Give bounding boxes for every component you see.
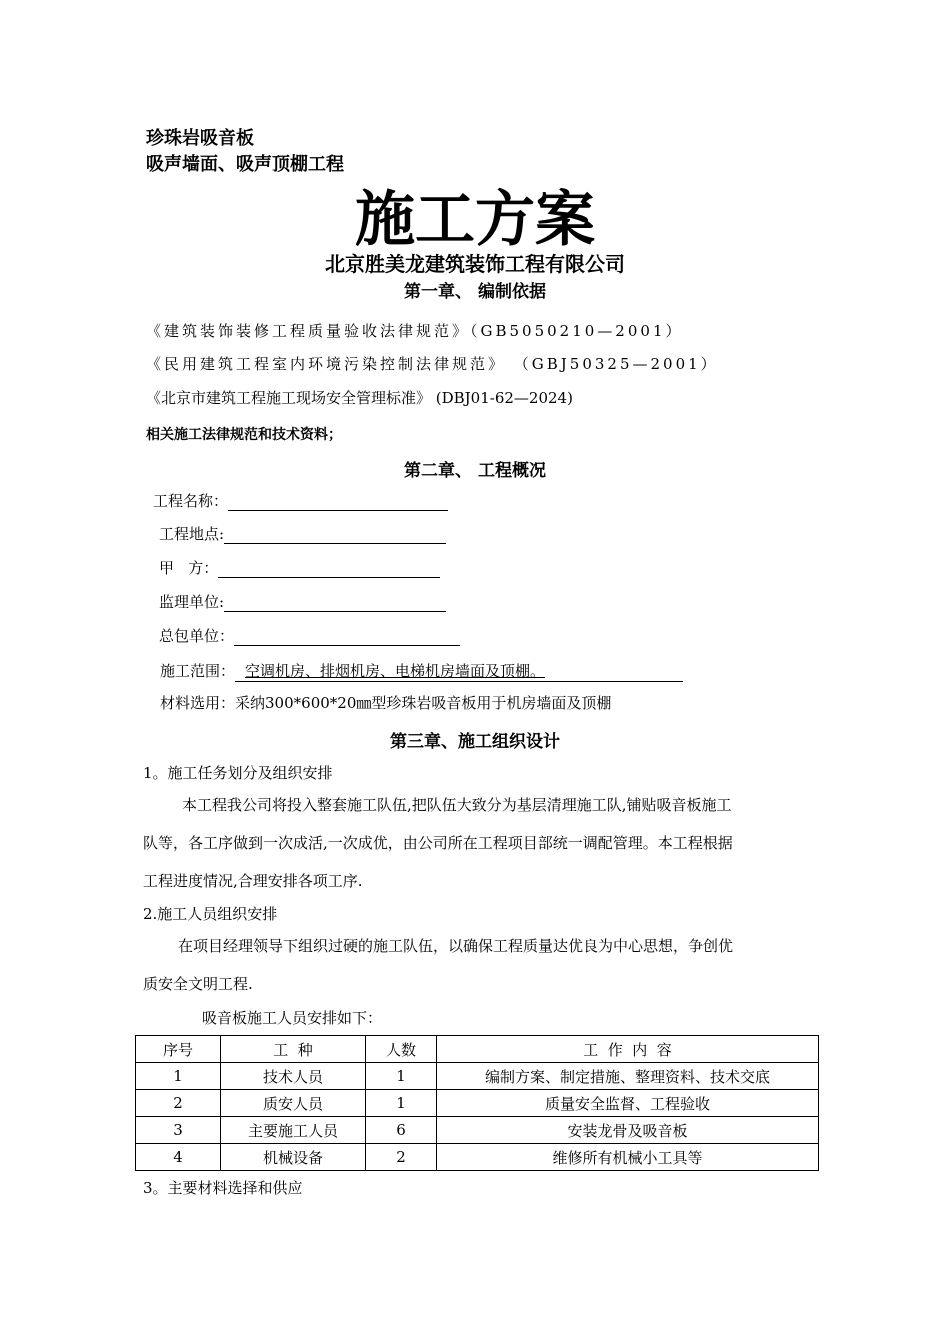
staff-table [135,1035,819,1171]
cell-work-content: 质量安全监督、工程验收 [437,1090,819,1117]
table-row [136,1090,819,1117]
regulation-note: 相关施工法律规范和技术资料； [146,427,342,443]
project-location-field [159,523,446,544]
section1-line-3: 工程进度情况,合理安排各项工序. [143,872,363,890]
contractor-field [159,625,460,646]
material-label: 材料选用： [160,694,236,712]
contractor-blank [234,627,460,646]
supervisor-blank [224,593,446,612]
section1-line-2: 队等，各工序做到一次成活,一次成优，由公司所在工程项目部统一调配管理。本工程根据 [143,834,733,852]
project-name-label: 工程名称： [153,492,229,510]
chapter1-title: 第一章、 编制依据 [404,282,546,302]
scope-label: 施工范围： [160,662,236,680]
reference-3: 《北京市建筑工程施工现场安全管理标准》 (DBJ01-62—2024) [146,389,573,407]
cell-index: 2 [136,1090,221,1117]
cell-headcount: 2 [366,1144,437,1171]
section2-line-1: 在项目经理领导下组织过硬的施工队伍，以确保工程质量达优良为中心思想，争创优 [178,937,734,955]
header-index: 序号 [136,1036,221,1063]
table-caption: 吸音板施工人员安排如下： [202,1009,383,1027]
table-header-row [136,1036,819,1063]
cell-index: 4 [136,1144,221,1171]
cell-work-content: 编制方案、制定措施、整理资料、技术交底 [437,1063,819,1090]
table-row [136,1063,819,1090]
table-row [136,1144,819,1171]
cell-headcount: 1 [366,1063,437,1090]
reference-1: 《建筑装饰装修工程质量验收法律规范》（GB5050210—2001） [146,322,684,340]
project-location-blank [224,525,446,544]
party-a-blank [218,559,440,578]
supervisor-field [159,591,446,612]
reference-2: 《民用建筑工程室内环境污染控制法律规范》 （GBJ50325—2001） [146,355,719,373]
subtitle-material: 珍珠岩吸音板 [146,128,254,149]
cell-headcount: 1 [366,1090,437,1117]
scope-value: 空调机房、排烟机房、电梯机房墙面及顶棚。 [235,660,683,682]
party-a-label: 甲 方： [159,559,219,577]
cell-index: 3 [136,1117,221,1144]
cell-headcount: 6 [366,1117,437,1144]
project-name-blank [228,492,448,511]
cell-job-type: 技术人员 [221,1063,366,1090]
cell-job-type: 机械设备 [221,1144,366,1171]
section3-heading: 3。主要材料选择和供应 [143,1179,303,1197]
cell-work-content: 安装龙骨及吸音板 [437,1117,819,1144]
material-value: 采纳300*600*20㎜型珍珠岩吸音板用于机房墙面及顶棚 [235,694,612,712]
section2-heading: 2.施工人员组织安排 [143,905,278,923]
company-name: 北京胜美龙建筑装饰工程有限公司 [325,252,625,276]
cell-index: 1 [136,1063,221,1090]
contractor-label: 总包单位： [159,627,235,645]
cell-work-content: 维修所有机械小工具等 [437,1144,819,1171]
table-row [136,1117,819,1144]
project-name-field [153,490,448,511]
scope-field [160,660,683,682]
section1-heading: 1。施工任务划分及组织安排 [143,764,333,782]
header-work-content: 工 作 内 容 [437,1036,819,1063]
party-a-field [159,557,440,578]
document-title: 施工方案 [355,185,595,255]
chapter2-title: 第二章、 工程概况 [404,461,546,481]
material-field [160,692,611,713]
section1-line-1: 本工程我公司将投入整套施工队伍,把队伍大致分为基层清理施工队,铺贴吸音板施工 [182,796,732,814]
section2-line-2: 质安全文明工程. [143,975,253,993]
subtitle-project: 吸声墙面、吸声顶棚工程 [146,154,344,175]
cell-job-type: 主要施工人员 [221,1117,366,1144]
cell-job-type: 质安人员 [221,1090,366,1117]
header-job-type: 工 种 [221,1036,366,1063]
project-location-label: 工程地点: [159,525,225,543]
header-headcount: 人数 [366,1036,437,1063]
supervisor-label: 监理单位: [159,593,225,611]
chapter3-title: 第三章、施工组织设计 [390,732,560,752]
